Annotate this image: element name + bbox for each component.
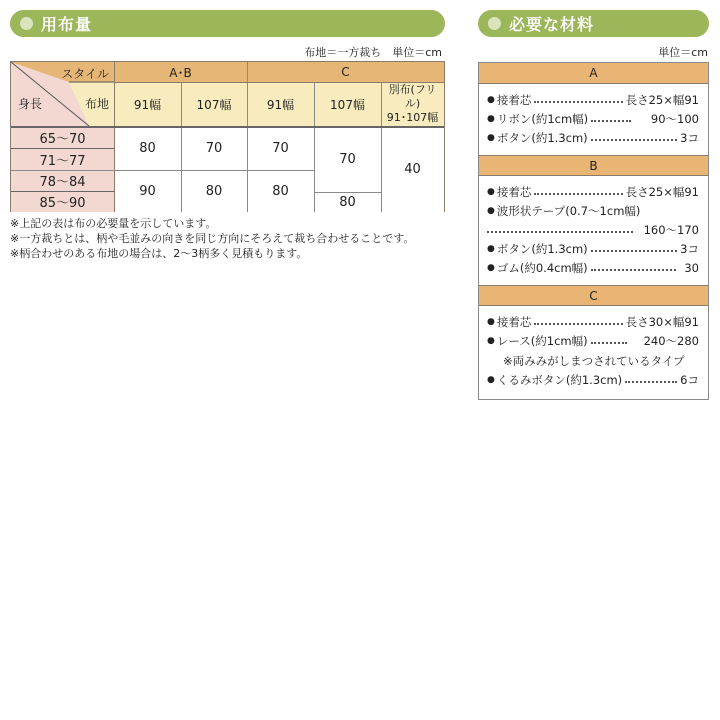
- grid-line: [114, 62, 115, 212]
- leader-dots: [625, 381, 677, 383]
- bullet-icon: ●: [487, 133, 495, 143]
- group-header-b: B: [479, 155, 708, 176]
- fabric-section-title-bar: [10, 10, 445, 37]
- group-header-c: C: [479, 285, 708, 306]
- grid-line: [11, 148, 114, 149]
- corner-height-label: 身長: [18, 97, 43, 111]
- value-ab91-top: 80: [114, 127, 181, 170]
- leader-dots: [591, 139, 678, 141]
- grid-line: [114, 82, 444, 83]
- leader-dots: [534, 101, 622, 103]
- grid-line: [314, 192, 381, 193]
- value-c107-top: 70: [314, 127, 381, 192]
- item-qty: 90〜100: [650, 112, 699, 126]
- item-qty: 30: [684, 261, 699, 275]
- material-item: [487, 129, 699, 147]
- bullet-icon: ●: [487, 206, 495, 216]
- item-qty: 240〜280: [643, 334, 699, 348]
- bullet-circle-icon: [488, 17, 501, 30]
- value-c91-top: 70: [247, 127, 314, 170]
- bullet-icon: ●: [487, 187, 495, 197]
- material-item: [487, 259, 699, 277]
- group-header-a: A: [479, 63, 708, 84]
- bullet-icon: ●: [487, 317, 495, 327]
- item-qty: 160〜170: [643, 223, 699, 237]
- materials-box: [478, 62, 709, 400]
- item-qty: 6コ: [680, 373, 699, 387]
- corner-style-label: スタイル: [61, 67, 109, 81]
- frill-header-line1: 別布(フリル): [388, 83, 437, 110]
- fabric-unit-note: 布地＝一方裁ち 単位＝cm: [304, 46, 442, 59]
- item-name: ゴム(約0.4cm幅): [496, 261, 588, 275]
- value-c91-bottom: 80: [247, 170, 314, 212]
- leader-dots: [487, 231, 633, 233]
- fabric-header-ab-107: 107幅: [181, 82, 247, 126]
- item-qty: 3コ: [680, 242, 699, 256]
- grid-line: [11, 170, 314, 171]
- bullet-icon: ●: [487, 244, 495, 254]
- corner-fabric-label: 布地: [84, 97, 109, 111]
- leader-dots: [591, 269, 676, 271]
- row-label-85-90: 85〜90: [11, 191, 114, 212]
- value-frill: 40: [381, 127, 444, 212]
- bullet-icon: ●: [487, 114, 495, 124]
- material-item: [487, 91, 699, 109]
- item-qty: 長さ30×幅91: [625, 315, 699, 329]
- leader-dots: [534, 193, 622, 195]
- fabric-header-c-91: 91幅: [247, 82, 314, 126]
- materials-unit-note: 単位＝cm: [658, 46, 708, 59]
- bullet-icon: ●: [487, 263, 495, 273]
- value-ab107-bottom: 80: [181, 170, 247, 212]
- style-header-c: C: [247, 62, 444, 82]
- grid-line: [381, 82, 382, 212]
- row-label-78-84: 78〜84: [11, 170, 114, 191]
- value-c107-bottom: 80: [314, 192, 381, 212]
- leader-dots: [534, 323, 622, 325]
- bullet-icon: ●: [487, 95, 495, 105]
- fabric-header-ab-91: 91幅: [114, 82, 181, 126]
- leader-dots: [591, 250, 678, 252]
- grid-line: [247, 62, 248, 212]
- item-name: 接着芯: [496, 185, 532, 199]
- value-ab91-bottom: 90: [114, 170, 181, 212]
- fabric-header-frill: [381, 82, 444, 126]
- note-line: ※上記の表は布の必要量を示しています。: [10, 217, 217, 230]
- header-bottom-line: [11, 126, 444, 128]
- grid-line: [11, 191, 114, 192]
- item-name: 接着芯: [496, 315, 532, 329]
- value-ab107-top: 70: [181, 127, 247, 170]
- grid-line: [181, 82, 182, 212]
- material-item: [487, 371, 699, 389]
- material-item: [487, 202, 699, 220]
- note-line: ※柄合わせのある布地の場合は、2〜3柄多く見積もります。: [10, 247, 308, 260]
- corner-cell: [11, 62, 114, 126]
- item-qty: 3コ: [680, 131, 699, 145]
- note-line: ※一方裁ちとは、柄や毛並みの向きを同じ方向にそろえて裁ち合わせることです。: [10, 232, 415, 245]
- item-name: くるみボタン(約1.3cm): [496, 373, 623, 387]
- item-name: ボタン(約1.3cm): [496, 131, 588, 145]
- item-qty: 長さ25×幅91: [625, 93, 699, 107]
- bullet-icon: ●: [487, 336, 495, 346]
- fabric-table: [10, 61, 445, 212]
- row-label-65-70: 65〜70: [11, 127, 114, 148]
- frill-header-line2: 91･107幅: [386, 111, 439, 124]
- material-item: [487, 240, 699, 258]
- material-item: [487, 110, 699, 128]
- material-item: [487, 183, 699, 201]
- material-sub-note: ※両みみがしまつされているタイプ: [503, 354, 685, 368]
- fabric-header-c-107: 107幅: [314, 82, 381, 126]
- row-label-71-77: 71〜77: [11, 148, 114, 170]
- fabric-notes: [10, 216, 414, 261]
- material-item: [487, 332, 699, 350]
- leader-dots: [591, 342, 627, 344]
- item-name: 波形状テープ(0.7〜1cm幅): [496, 204, 641, 218]
- material-item: [487, 313, 699, 331]
- item-name: リボン(約1cm幅): [496, 112, 589, 126]
- style-header-ab: A･B: [114, 62, 247, 82]
- material-item-continuation: [487, 221, 699, 239]
- item-name: ボタン(約1.3cm): [496, 242, 588, 256]
- leader-dots: [591, 120, 631, 122]
- materials-section-title-bar: [478, 10, 709, 37]
- item-name: 接着芯: [496, 93, 532, 107]
- item-name: レース(約1cm幅): [496, 334, 588, 348]
- materials-section-title: 必要な材料: [509, 15, 595, 34]
- item-qty: 長さ25×幅91: [625, 185, 699, 199]
- bullet-circle-icon: [20, 17, 33, 30]
- bullet-icon: ●: [487, 375, 495, 385]
- fabric-section-title: 用布量: [41, 15, 93, 34]
